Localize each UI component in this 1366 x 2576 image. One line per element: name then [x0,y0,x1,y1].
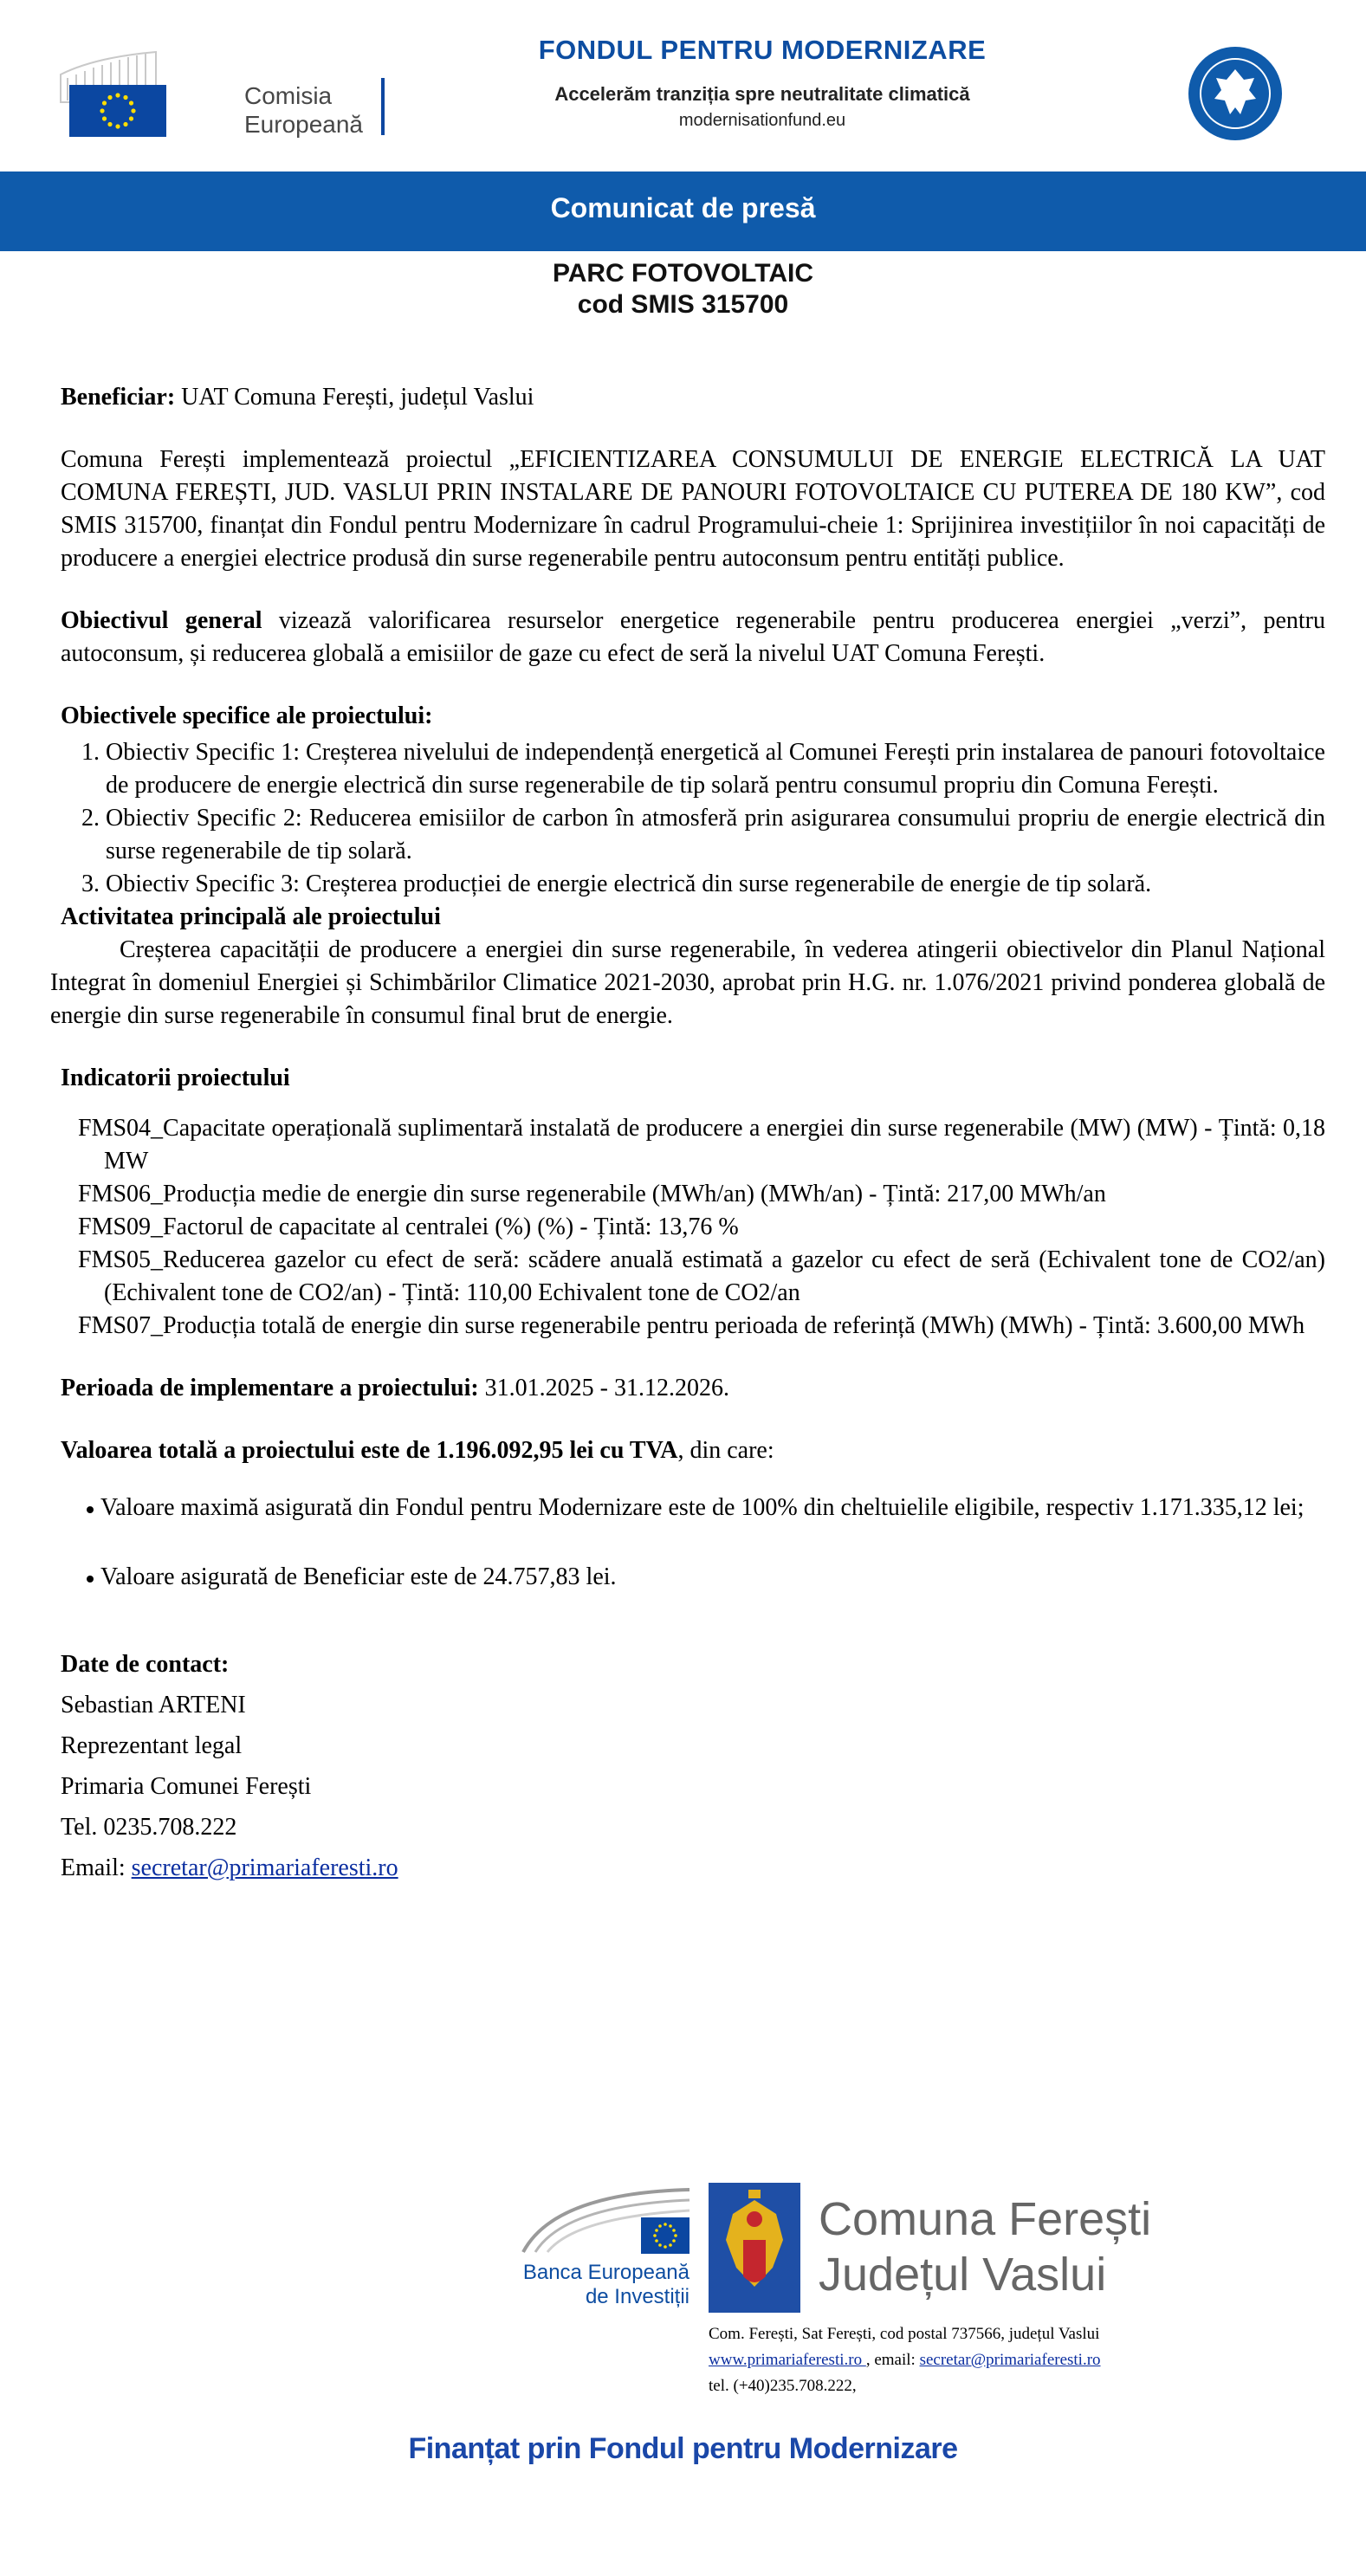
list-item: FMS05_Reducerea gazelor cu efect de seră: scădere anuală estimată a gazelor cu efect de seră (Echivalent tone de CO2/an) (Echivalent tone de CO2/an) - Țintă: 110,00 Echivalent tone de CO2/an [78,1246,1325,1306]
specific-objectives-list [61,736,1325,901]
coat-of-arms-icon [709,2183,800,2313]
fund-title: FONDUL PENTRU MODERNIZARE [538,35,987,65]
list-item: 2. Obiectiv Specific 2: Reducerea emisiilor de carbon în atmosferă prin asigurarea consumului propriu de energie electrică din surse regenerabile de tip solară. [106,802,1325,868]
indicators-heading: Indicatorii proiectului [61,1065,290,1091]
eu-flag-icon [69,85,166,137]
email-link[interactable]: secretar@primariaferesti.ro [919,2351,1101,2369]
value-breakdown-list [61,1492,1325,1594]
header [0,0,1366,170]
commune-address-block [709,2321,1263,2399]
list-item: FMS07_Producția totală de energie din surse regenerabile pentru perioada de referință (MWh) (MWh) - Țintă: 3.600,00 MWh [78,1312,1305,1339]
press-release-title: Comunicat de presă [550,192,816,223]
general-objective: Obiectivul general vizează valorificarea resurselor energetice regenerabile pentru producerea energiei „verzi”, pentru autoconsum, și reducerea globală a emisiilor de gaze cu efect de seră la nivelul UAT Comuna Ferești. [61,607,1326,667]
main-activity-heading: Activitatea principală ale proiectului [61,903,441,930]
ec-logo-divider [381,78,385,135]
contact-name: Sebastian ARTENI [61,1692,246,1718]
bullet-icon [87,1576,94,1582]
contact-role: Reprezentant legal [61,1732,243,1759]
fund-subtitle: Accelerăm tranziția spre neutralitate climatică [554,83,970,105]
total-value: Valoarea totală a proiectului este de 1.196.092,95 lei cu TVA, din care: [61,1437,774,1464]
commune-web-email: www.primariaferesti.ro , email: secretar@primariaferesti.ro [709,2351,1101,2369]
contact-block [61,1644,1325,1888]
eib-logo [520,2184,693,2314]
list-item: Valoare asigurată de Beneficiar este de 24.757,83 lei. [87,1561,1325,1594]
project-title: PARC FOTOVOLTAIC cod SMIS 315700 [552,259,814,319]
contact-phone: Tel. 0235.708.222 [61,1814,237,1841]
fund-url: modernisationfund.eu [678,111,846,130]
contact-organization: Primaria Comunei Ferești [61,1773,312,1800]
intro-paragraph: Comuna Ferești implementează proiectul „EFICIENTIZAREA CONSUMULUI DE ENERGIE ELECTRICĂ LA UAT COMUNA FEREȘTI, JUD. VASLUI PRIN INSTALARE DE PANOURI FOTOVOLTAICE CU PUTEREA DE 180 KW”, cod SMIS 315700, finanțat din Fondul pentru Modernizare în cadrul Programului-cheie 1: Sprijinirea investițiilor în noi capacități de producere a energiei electrice produsă din surse regenerabile pentru autoconsum pentru entități publice. [61,446,1325,572]
list-item: 3. Obiectiv Specific 3: Creșterea producției de energie electrică din surse regenerabile de energie de tip solară. [106,868,1325,901]
european-commission-logo [43,42,390,144]
specific-objectives-heading: Obiectivele specifice ale proiectului: [61,702,433,729]
website-link[interactable]: www.primariaferesti.ro [709,2351,866,2369]
commune-phone: tel. (+40)235.708.222, [709,2377,857,2395]
document-body [50,381,1326,1888]
ec-logo-text: Comisia Europeană [244,82,364,138]
list-item: FMS04_Capacitate operațională suplimentară instalată de producere a energiei din surse regenerabile (MW) (MW) - Țintă: 0,18 MW [78,1115,1325,1175]
bullet-icon [87,1506,94,1513]
commune-address: Com. Ferești, Sat Ferești, cod postal 737566, județul Vaslui [709,2325,1100,2343]
contact-email: Email: secretar@primariaferesti.ro [61,1854,398,1881]
beneficiary: Beneficiar: UAT Comuna Ferești, județul Vaslui [61,384,534,411]
indicators-list [61,1112,1325,1343]
eu-flag-icon [641,2217,689,2254]
romanian-government-seal-icon [1187,45,1284,142]
list-item: FMS09_Factorul de capacitate al centralei (%) (%) - Țintă: 13,76 % [78,1214,739,1240]
list-item: Valoare maximă asigurată din Fondul pentru Modernizare este de 100% din cheltuielile eligibile, respectiv 1.171.335,12 lei; [87,1492,1325,1524]
list-item: FMS06_Producția medie de energie din surse regenerabile (MWh/an) (MWh/an) - Țintă: 217,00 MWh/an [78,1181,1106,1207]
list-item: 1. Obiectiv Specific 1: Creșterea nivelului de independență energetică al Comunei Ferești prin instalarea de panouri fotovoltaice de producere de energie electrică din surse regenerabile de tip solară pentru consumul propriu din Comuna Ferești. [106,736,1325,802]
eib-logo-text: Banca Europeană de Investiții [522,2261,689,2308]
implementation-period: Perioada de implementare a proiectului: 31.01.2025 - 31.12.2026. [61,1375,729,1401]
funded-by-footer: Finanțat prin Fondul pentru Modernizare [408,2432,958,2465]
contact-heading: Date de contact: [61,1651,230,1678]
commune-logo-text: Comuna Ferești Județul Vaslui [819,2193,1152,2301]
email-link[interactable]: secretar@primariaferesti.ro [131,1854,398,1881]
main-activity-text: Creșterea capacității de producere a energiei din surse regenerabile, în vederea atingerii obiectivelor din Planul Național Integrat în domeniul Energiei și Schimbărilor Climatice 2021-2030, aprobat prin H.G. nr. 1.076/2021 privind ponderea globală de energie din surse regenerabile în consumul final brut de energie. [50,936,1325,1029]
